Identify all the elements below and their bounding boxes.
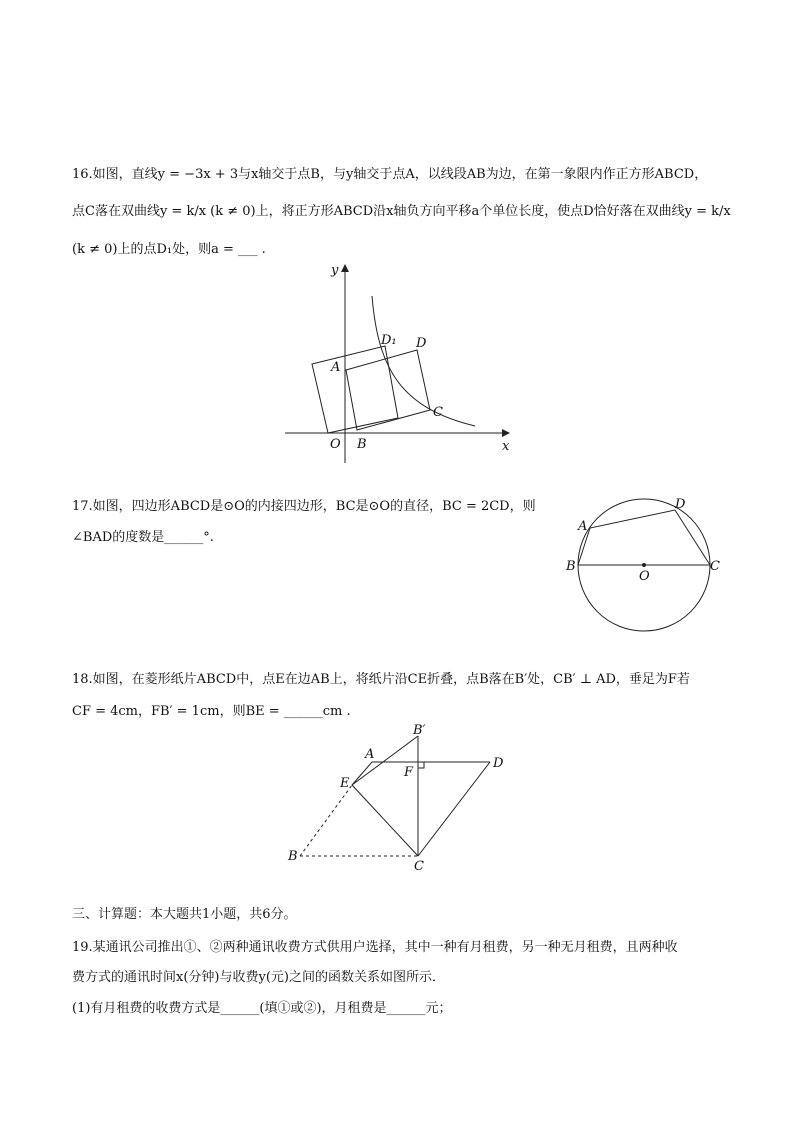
label-C: C xyxy=(414,859,424,874)
q18-text-line1: 18.如图，在菱形纸片ABCD中，点E在边AB上，将纸片沿CE折叠，点B落在B′处，CB′ ⊥ AD，垂足为F若 xyxy=(72,672,690,687)
label-y: y xyxy=(331,263,339,278)
q16-text-line1: 16.如图，直线y = −3x + 3与x轴交于点B，与y轴交于点A，以线段AB为边，在第一象限内作正方形ABCD， xyxy=(72,167,708,182)
q16-figure xyxy=(280,258,520,468)
label-E: E xyxy=(340,776,350,791)
q16-text-line3: (k ≠ 0)上的点D₁处，则a = ___ . xyxy=(72,242,266,257)
label-A: A xyxy=(578,519,588,534)
q18-text-line2: CF = 4cm，FB′ = 1cm，则BE = ______cm . xyxy=(72,704,351,719)
segment-ae xyxy=(352,762,372,785)
q19-text-line1: 19.某通讯公司推出①、②两种通讯收费方式供用户选择，其中一种有月租费，另一种无月租费，且两种收 xyxy=(72,940,678,955)
center-dot xyxy=(642,563,646,567)
label-A: A xyxy=(365,747,375,762)
label-O: O xyxy=(639,569,650,584)
label-F: F xyxy=(404,765,414,780)
q16-text-line2: 点C落在双曲线y = k/x (k ≠ 0)上，将正方形ABCD沿x轴负方向平移a个单位长度，使点D恰好落在双曲线y = k/x xyxy=(72,204,731,219)
label-B: B xyxy=(566,559,576,574)
label-D: D xyxy=(493,756,504,771)
label-D1: D₁ xyxy=(381,333,397,348)
q17-text-line1: 17.如图，四边形ABCD是⊙O的内接四边形，BC是⊙O的直径，BC = 2CD，则 xyxy=(72,499,536,514)
label-D: D xyxy=(416,336,427,351)
q19-text-line2: 费方式的通讯时间x(分钟)与收费y(元)之间的函数关系如图所示． xyxy=(72,970,445,985)
x-axis-arrow xyxy=(502,429,510,437)
q17-text-line2: ∠BAD的度数是______°. xyxy=(72,530,214,545)
label-C: C xyxy=(433,405,443,420)
right-angle-mark xyxy=(418,762,424,768)
segment-ec xyxy=(352,785,418,856)
q17-figure xyxy=(560,490,730,635)
label-B: B xyxy=(357,437,367,452)
label-B: B xyxy=(288,849,298,864)
y-axis-arrow xyxy=(341,264,349,272)
label-x: x xyxy=(502,439,510,454)
q18-figure xyxy=(280,720,520,880)
label-B-prime: B′ xyxy=(413,723,426,738)
side-dc xyxy=(418,762,490,856)
section3-heading: 三、计算题：本大题共1小题，共6分。 xyxy=(72,907,297,922)
label-C: C xyxy=(710,559,720,574)
label-D: D xyxy=(675,497,686,512)
label-A: A xyxy=(331,360,341,375)
q19-text-line3: (1)有月租费的收费方式是______(填①或②)，月租费是______元； xyxy=(72,1001,452,1016)
dashed-be xyxy=(300,785,352,856)
label-O: O xyxy=(330,437,341,452)
